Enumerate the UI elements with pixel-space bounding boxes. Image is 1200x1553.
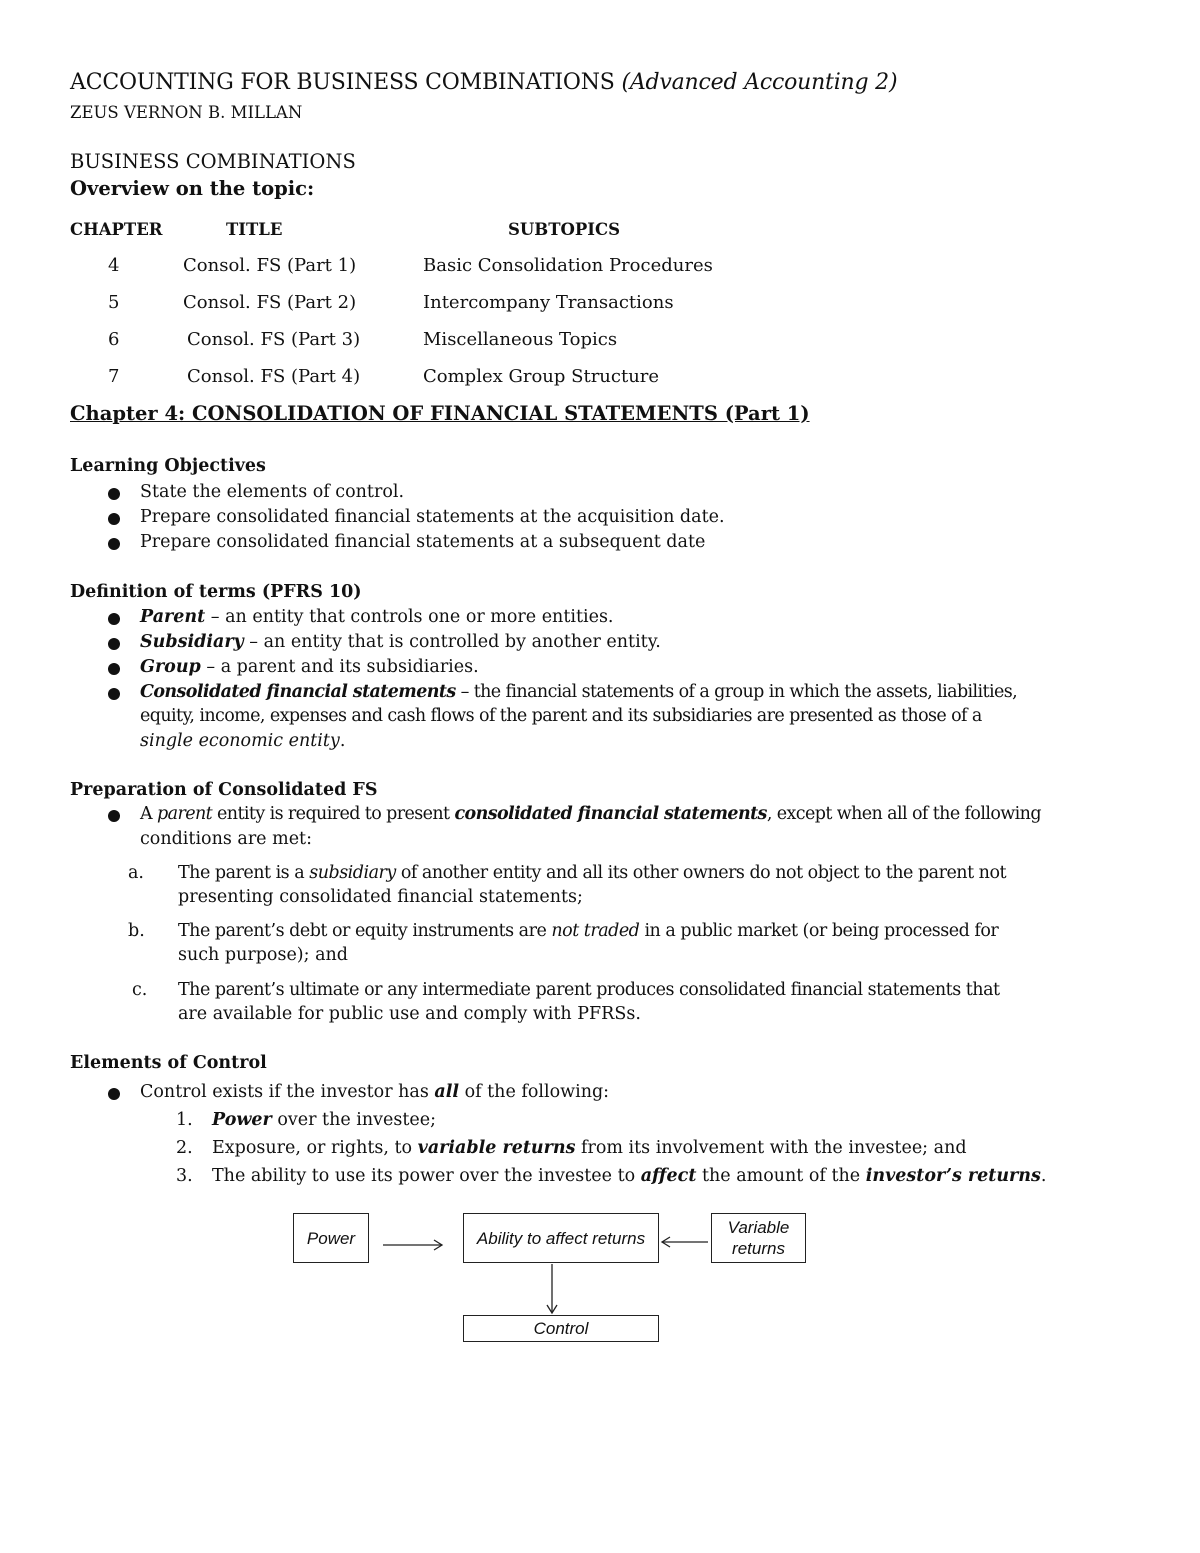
table-cell-title: Consol. FS (Part 1) (183, 255, 357, 276)
ability-box: Ability to affect returns (463, 1213, 659, 1263)
column-header-subtopics: SUBTOPICS (508, 220, 621, 239)
column-header-title: TITLE (226, 220, 283, 239)
arrow-left-icon (662, 1237, 708, 1247)
definition-term: Consolidated financial statements (140, 682, 456, 702)
control-box: Control (463, 1315, 659, 1342)
table-cell-title: Consol. FS (Part 2) (183, 292, 357, 313)
condition-label: b. (128, 921, 145, 941)
table-cell-title: Consol. FS (Part 4) (187, 366, 361, 387)
chapter-title: Chapter 4: CONSOLIDATION OF FINANCIAL STATEMENTS (Part 1) (70, 402, 810, 425)
overview-subheading: Overview on the topic: (70, 177, 315, 200)
condition-label: a. (128, 863, 144, 883)
condition-text: are available for public use and comply with PFRSs. (178, 1004, 641, 1024)
numbered-label: 2. (176, 1138, 193, 1158)
list-item-continuation: conditions are met: (140, 829, 312, 849)
section-heading-business-combinations: BUSINESS COMBINATIONS (70, 150, 356, 173)
column-header-chapter: CHAPTER (70, 220, 163, 239)
condition-label: c. (132, 980, 148, 1000)
definition-continuation: single economic entity. (140, 731, 346, 751)
table-cell-subtopic: Miscellaneous Topics (423, 329, 618, 350)
power-box: Power (293, 1213, 369, 1263)
title-subject: (Advanced Accounting 2) (621, 70, 898, 95)
definition-term: Parent (140, 607, 206, 627)
table-cell-chapter: 5 (108, 292, 120, 313)
table-cell-chapter: 7 (108, 366, 120, 387)
table-cell-chapter: 4 (108, 255, 120, 276)
numbered-item: Exposure, or rights, to variable returns from its involvement with the investee; and (212, 1138, 967, 1158)
numbered-label: 1. (176, 1110, 193, 1130)
preparation-heading: Preparation of Consolidated FS (70, 780, 378, 800)
arrow-right-icon (383, 1240, 442, 1250)
definition-term: Subsidiary (140, 632, 244, 652)
numbered-label: 3. (176, 1166, 193, 1186)
elements-heading: Elements of Control (70, 1053, 267, 1073)
condition-text: The parent’s debt or equity instruments are not traded in a public market (or being processed for (178, 921, 999, 941)
definition-continuation: equity, income, expenses and cash flows of the parent and its subsidiaries are presented as those of a (140, 706, 982, 726)
definitions-heading: Definition of terms (PFRS 10) (70, 582, 362, 602)
condition-text: presenting consolidated financial statements; (178, 887, 583, 907)
condition-text: The parent is a subsidiary of another entity and all its other owners do not object to the parent not (178, 863, 1007, 883)
learning-objectives-heading: Learning Objectives (70, 456, 266, 476)
condition-text: such purpose); and (178, 945, 348, 965)
numbered-item: Power over the investee; (212, 1110, 437, 1130)
table-cell-subtopic: Complex Group Structure (423, 366, 660, 387)
table-cell-subtopic: Intercompany Transactions (423, 292, 674, 313)
table-cell-title: Consol. FS (Part 3) (187, 329, 361, 350)
document-page: ACCOUNTING FOR BUSINESS COMBINATIONS (Advanced Accounting 2) ZEUS VERNON B. MILLAN BUSINESS COMBINATIONS Overview on the topic: CHAPTER TITLE SUBTOPICS 4 Consol. FS (Part 1) Basic Consolidation Procedures 5 Consol. FS (Part 2) Intercompany Transactions 6 Consol. FS (Part 3) Miscellaneous Topics 7 Consol. FS (Part 4) Complex Group Structure Chapter 4: CONSOLIDATION OF FINANCIAL STATEMENTS (Part 1) Learning Objectives State the elements of control. Prepare consolidated financial statements at the acquisition date. Prepare consolidated financial statements at a subsequent date Definition of terms (PFRS 10) Parent – an entity that controls one or more entities. Subsidiary – an entity that is controlled by another entity. Group – a parent and its subsidiaries. Consolidated financial statements – the financial statements of a group in which the assets, liabilities, equity, income, expenses and cash flows of the parent and its subsidiaries are presented as those of a single economic entity. Preparation of Consolidated FS A parent entity is required to present consolidated financial statements, except when all of the following conditions are met: a. The parent is a subsidiary of another entity and all its other owners do not object to the parent not presenting consolidated financial statements; b. The parent’s debt or equity instruments are not traded in a public market (or being processed for such purpose); and c. The parent’s ultimate or any intermediate parent produces consolidated financial statements that are available for public use and comply with PFRSs. Elements of Control Control exists if the investor has all of the following: 1. Power over the investee; 2. Exposure, or rights, to variable returns from its involvement with the investee; and 3. The ability to use its power over the investee to affect the amount of the investor’s returns. Power Ability to affect returns Variable returns Control (0, 0, 1200, 1553)
author-name: ZEUS VERNON B. MILLAN (70, 103, 303, 122)
definition-term: Group (140, 657, 201, 677)
numbered-item: The ability to use its power over the investee to affect the amount of the investor’s returns. (212, 1166, 1047, 1186)
table-cell-subtopic: Basic Consolidation Procedures (423, 255, 713, 276)
title-main: ACCOUNTING FOR BUSINESS COMBINATIONS (70, 70, 622, 95)
table-cell-chapter: 6 (108, 329, 120, 350)
condition-text: The parent’s ultimate or any intermediate parent produces consolidated financial statements that (178, 980, 1000, 1000)
arrow-down-icon (547, 1264, 557, 1313)
variable-returns-box: Variable returns (711, 1213, 806, 1263)
